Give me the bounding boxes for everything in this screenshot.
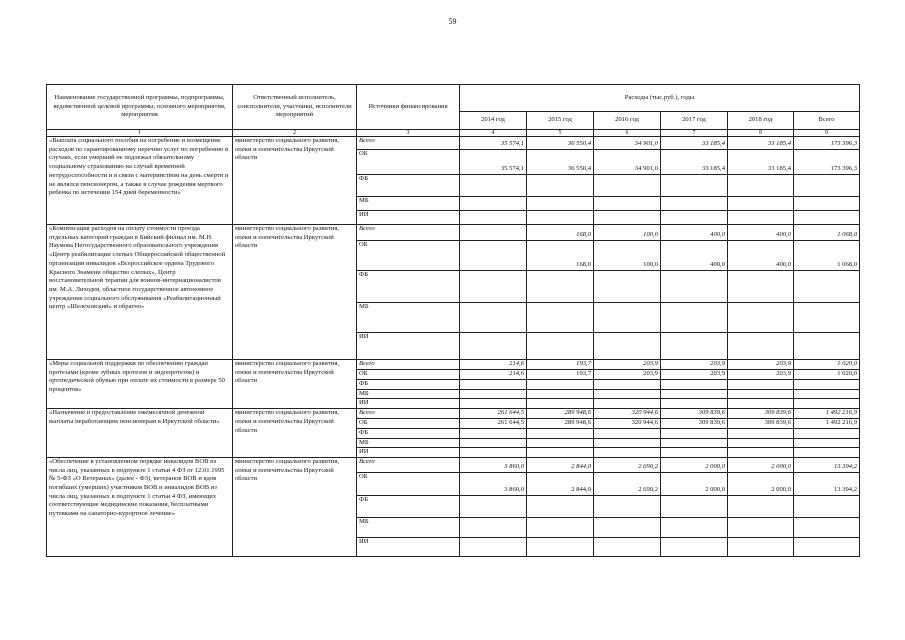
year-value (594, 428, 661, 438)
measure-name: «Меры социальной поддержки по обеспечению граждан протезами (кроме зубных протезов и эндопротезов) и ортопедической обувью при оплате их стоимости в размере 50 процентов» (47, 360, 233, 409)
funding-source: ИИ (357, 537, 460, 556)
year-value (728, 517, 794, 537)
funding-source: ОБ (357, 241, 460, 271)
total-value (794, 517, 860, 537)
funding-source: ИИ (357, 211, 460, 225)
table-row (47, 360, 860, 370)
year-value (661, 211, 728, 225)
year-value (460, 333, 527, 360)
year-value: 2 690,2 (594, 472, 661, 495)
total-value (794, 495, 860, 517)
year-value: 193,7 (527, 370, 594, 380)
year-value (594, 175, 661, 197)
year-value: 289 948,6 (527, 409, 594, 419)
total-value (794, 389, 860, 399)
total-value: 1 492 216,9 (794, 409, 860, 419)
column-number: 6 (594, 130, 661, 137)
total-value (794, 448, 860, 458)
column-number: 4 (460, 130, 527, 137)
year-value: 309 839,6 (728, 409, 794, 419)
year-value: 289 948,6 (527, 418, 594, 428)
year-value (460, 428, 527, 438)
header-year: 2018 год (728, 112, 794, 130)
column-number: 5 (527, 130, 594, 137)
year-value (661, 333, 728, 360)
funding-source: ОБ (357, 150, 460, 175)
column-number: 2 (233, 130, 357, 137)
header-year: 2015 год (527, 112, 594, 130)
year-value (661, 175, 728, 197)
year-value: 2 000,0 (728, 472, 794, 495)
year-value: 35 574,1 (460, 137, 527, 150)
year-value (594, 537, 661, 556)
year-value: 203,9 (661, 370, 728, 380)
year-value (661, 537, 728, 556)
year-value (527, 448, 594, 458)
year-value (527, 438, 594, 448)
year-value (594, 517, 661, 537)
column-number: 9 (794, 130, 860, 137)
funding-source: Всего (357, 137, 460, 150)
year-value (460, 175, 527, 197)
year-value (460, 241, 527, 271)
total-value: 1 068,0 (794, 225, 860, 241)
year-value: 203,9 (728, 360, 794, 370)
year-value: 261 644,5 (460, 418, 527, 428)
year-value: 3 860,0 (460, 472, 527, 495)
year-value: 203,9 (594, 370, 661, 380)
table-row (47, 137, 860, 150)
year-value (460, 271, 527, 303)
year-value: 214,6 (460, 360, 527, 370)
page-number: 59 (448, 17, 457, 26)
total-value (794, 399, 860, 409)
total-value: 1 492 216,9 (794, 418, 860, 428)
year-value: 2 000,0 (728, 457, 794, 472)
total-value: 1 020,0 (794, 360, 860, 370)
measure-executor: министерство социального развития, опеки и попечительства Иркутской области (233, 360, 357, 409)
year-value (594, 271, 661, 303)
year-value: 33 185,4 (661, 137, 728, 150)
funding-source: ФБ (357, 428, 460, 438)
funding-source: ОБ (357, 472, 460, 495)
year-value: 214,6 (460, 370, 527, 380)
funding-source: ФБ (357, 380, 460, 390)
total-value (794, 197, 860, 211)
year-value: 400,0 (728, 241, 794, 271)
year-value: 203,9 (594, 360, 661, 370)
year-value: 261 644,5 (460, 409, 527, 419)
year-value (527, 303, 594, 333)
year-value: 2 690,2 (594, 457, 661, 472)
year-value (594, 389, 661, 399)
funding-source: Всего (357, 409, 460, 419)
year-value (594, 495, 661, 517)
year-value (460, 389, 527, 399)
year-value: 2 000,0 (661, 472, 728, 495)
year-value: 400,0 (661, 241, 728, 271)
year-value (728, 175, 794, 197)
year-value: 320 944,6 (594, 409, 661, 419)
year-value (728, 428, 794, 438)
year-value: 193,7 (527, 360, 594, 370)
year-value (661, 197, 728, 211)
year-value (527, 389, 594, 399)
funding-source: МБ (357, 303, 460, 333)
funding-source: Всего (357, 225, 460, 241)
year-value: 203,9 (728, 370, 794, 380)
funding-source: ИИ (357, 448, 460, 458)
header-executor: Ответственный исполнитель, соисполнители, участники, исполнители мероприятий (233, 85, 357, 130)
year-value (527, 333, 594, 360)
funding-source: ФБ (357, 271, 460, 303)
year-value: 33 185,4 (728, 150, 794, 175)
financing-table (46, 84, 860, 557)
column-number: 1 (47, 130, 233, 137)
total-value (794, 271, 860, 303)
measure-name: «Компенсация расходов на оплату стоимости проезда отдельных категорий граждан в Бийский филиал им. М.Н. Наумова Негосударственного образовательного учреждения «Центр реабилитации слепых Общероссийской общественной организации инвалидов «Всероссийское ордена Трудового Красного Знамени общество слепых», Центр восстановительной терапии для воинов-интернационалистов им. М.А. Лиходея, областное государственное автономное учреждение социального обслуживания «Реабилитационный центр «Шелеховский» и обратно» (47, 225, 233, 360)
funding-source: МБ (357, 197, 460, 211)
year-value (527, 495, 594, 517)
total-value: 173 396,3 (794, 137, 860, 150)
year-value: 309 839,6 (661, 418, 728, 428)
year-value (460, 448, 527, 458)
year-value: 2 000,0 (661, 457, 728, 472)
year-value (728, 211, 794, 225)
year-value (661, 428, 728, 438)
year-value (460, 438, 527, 448)
table-row (47, 225, 860, 241)
measure-name: «Выплата социального пособия на погребение и возмещение расходов по гарантированному перечню услуг по погребению в случаях, если умерший не подлежал обязательному социальному страхованию на случай временной нетрудоспособности и в связи с материнством на день смерти и не являлся пенсионером, а также в случае рождения мертвого ребенка по истечении 154 дней беременности» (47, 137, 233, 225)
year-value (728, 333, 794, 360)
year-value (460, 537, 527, 556)
funding-source: ИИ (357, 399, 460, 409)
measure-executor: министерство социального развития, опеки и попечительства Иркутской области (233, 457, 357, 556)
year-value (728, 197, 794, 211)
year-value (594, 197, 661, 211)
year-value (460, 197, 527, 211)
measure-name: «Назначение и предоставление ежемесячной денежной выплаты неработающим пенсионерам в Иркутской области» (47, 409, 233, 458)
funding-source: МБ (357, 438, 460, 448)
header-year: 2014 год (460, 112, 527, 130)
year-value (594, 303, 661, 333)
year-value (594, 380, 661, 390)
year-value: 100,0 (594, 225, 661, 241)
year-value (661, 495, 728, 517)
year-value (661, 303, 728, 333)
year-value: 309 839,6 (728, 418, 794, 428)
total-value (794, 537, 860, 556)
year-value (527, 175, 594, 197)
year-value: 2 844,0 (527, 457, 594, 472)
year-value: 2 844,0 (527, 472, 594, 495)
year-value: 400,0 (661, 225, 728, 241)
year-value (460, 495, 527, 517)
year-value: 34 901,0 (594, 137, 661, 150)
year-value (594, 333, 661, 360)
year-value (661, 380, 728, 390)
year-value (728, 389, 794, 399)
table-row (47, 457, 860, 472)
year-value: 3 860,0 (460, 457, 527, 472)
funding-source: Всего (357, 360, 460, 370)
funding-source: ОБ (357, 418, 460, 428)
total-value (794, 211, 860, 225)
year-value: 168,0 (527, 225, 594, 241)
year-value (460, 399, 527, 409)
column-number-row (47, 130, 860, 137)
column-number: 7 (661, 130, 728, 137)
year-value (728, 448, 794, 458)
measure-executor: министерство социального развития, опеки и попечительства Иркутской области (233, 409, 357, 458)
year-value (661, 389, 728, 399)
year-value (661, 399, 728, 409)
year-value: 33 185,4 (661, 150, 728, 175)
header-expenses: Расходы (тыс.руб.), годы (460, 85, 860, 112)
measure-executor: министерство социального развития, опеки и попечительства Иркутской области (233, 225, 357, 360)
year-value (661, 438, 728, 448)
measure-name: «Обеспечение в установленном порядке инвалидов ВОВ из числа лиц, указанных в подпункте 1 статьи 4 ФЗ от 12.01.1995 № 5-ФЗ «О Ветеранах» (далее - ФЗ), ветеранов ВОВ и вдов погибших (умерших) участников ВОВ и инвалидов ВОВ из числа лиц, указанных в подпункте 1 статьи 4 ФЗ, имеющих соответствующие медицинские показания, бесплатными путевками на санаторно-курортное лечение» (47, 457, 233, 556)
total-value (794, 380, 860, 390)
year-value (460, 225, 527, 241)
year-value (728, 537, 794, 556)
year-value (728, 399, 794, 409)
year-value (728, 303, 794, 333)
header-year: 2017 год (661, 112, 728, 130)
year-value (661, 271, 728, 303)
funding-source: МБ (357, 517, 460, 537)
year-value (460, 380, 527, 390)
year-value: 36 550,4 (527, 150, 594, 175)
header-total: Всего (794, 112, 860, 130)
year-value (594, 399, 661, 409)
total-value: 13 394,2 (794, 457, 860, 472)
year-value: 33 185,4 (728, 137, 794, 150)
year-value (728, 495, 794, 517)
year-value: 309 839,6 (661, 409, 728, 419)
year-value: 36 550,4 (527, 137, 594, 150)
total-value: 13 394,2 (794, 472, 860, 495)
funding-source: ФБ (357, 495, 460, 517)
year-value (527, 428, 594, 438)
year-value (594, 438, 661, 448)
year-value (460, 517, 527, 537)
funding-source: ОБ (357, 370, 460, 380)
year-value (460, 303, 527, 333)
total-value (794, 438, 860, 448)
year-value: 203,9 (661, 360, 728, 370)
year-value: 100,0 (594, 241, 661, 271)
table-row (47, 409, 860, 419)
year-value: 168,0 (527, 241, 594, 271)
total-value (794, 333, 860, 360)
total-value: 173 396,3 (794, 150, 860, 175)
year-value (527, 211, 594, 225)
year-value (728, 380, 794, 390)
year-value (527, 517, 594, 537)
year-value: 320 944,6 (594, 418, 661, 428)
year-value (527, 380, 594, 390)
year-value (661, 448, 728, 458)
total-value: 1 068,0 (794, 241, 860, 271)
year-value (527, 271, 594, 303)
header-year: 2016 год (594, 112, 661, 130)
funding-source: Всего (357, 457, 460, 472)
funding-source: ФБ (357, 175, 460, 197)
total-value (794, 303, 860, 333)
measure-executor: министерство социального развития, опеки и попечительства Иркутской области (233, 137, 357, 225)
year-value: 34 901,0 (594, 150, 661, 175)
year-value (594, 211, 661, 225)
funding-source: ИИ (357, 333, 460, 360)
funding-source: МБ (357, 389, 460, 399)
year-value (728, 438, 794, 448)
header-program: Наименование государственной программы, подпрограммы, ведомственной целевой программы, основного мероприятия, мероприятия (47, 85, 233, 130)
year-value (527, 197, 594, 211)
total-value (794, 428, 860, 438)
year-value: 35 574,1 (460, 150, 527, 175)
year-value (527, 537, 594, 556)
total-value (794, 175, 860, 197)
year-value (728, 271, 794, 303)
header-sources: Источники финансирования (357, 85, 460, 130)
year-value (527, 399, 594, 409)
year-value (594, 448, 661, 458)
column-number: 8 (728, 130, 794, 137)
total-value: 1 020,0 (794, 370, 860, 380)
column-number: 3 (357, 130, 460, 137)
year-value (460, 211, 527, 225)
year-value (661, 517, 728, 537)
year-value: 400,0 (728, 225, 794, 241)
